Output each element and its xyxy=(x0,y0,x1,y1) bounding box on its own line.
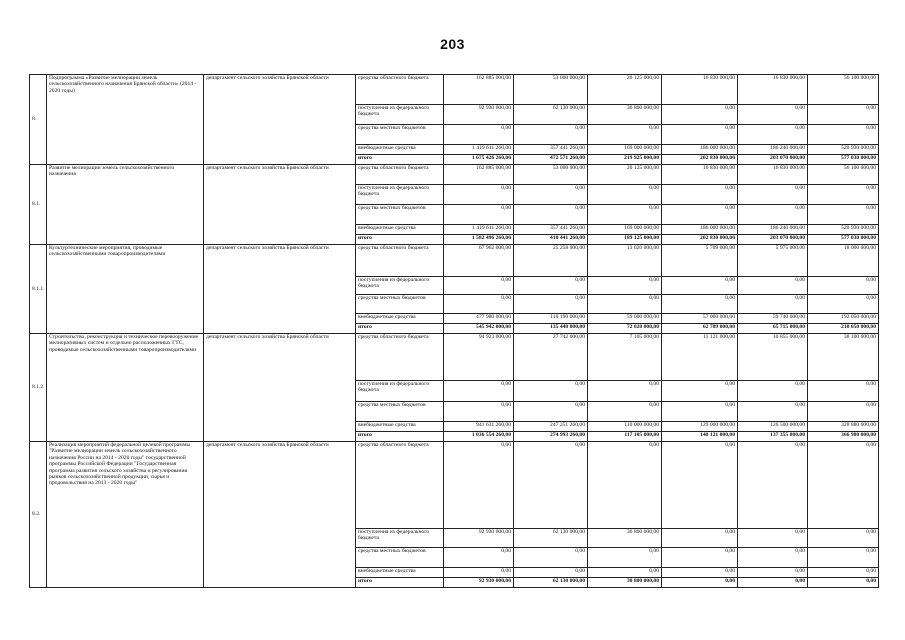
funding-source: внебюджетные средства xyxy=(356,225,444,235)
amount-cell: 210 050 000,00 xyxy=(808,324,879,334)
amount-cell: 0,00 xyxy=(662,185,738,205)
amount-cell: 0,00 xyxy=(662,381,738,402)
funding-source: итого xyxy=(356,235,444,245)
amount-cell: 0,00 xyxy=(808,548,879,568)
amount-cell: 0,00 xyxy=(514,568,588,578)
amount-cell: 0,00 xyxy=(738,402,808,422)
amount-cell: 117 105 000,00 xyxy=(588,432,662,442)
amount-cell: 169 000 000,00 xyxy=(588,145,662,155)
table-row xyxy=(30,245,879,277)
amount-cell: 0,00 xyxy=(738,105,808,125)
funding-source: итого xyxy=(356,155,444,165)
budget-table xyxy=(29,74,879,588)
amount-cell: 0,00 xyxy=(662,277,738,295)
amount-cell: 0,00 xyxy=(808,402,879,422)
amount-cell: 186 240 000,00 xyxy=(738,225,808,235)
amount-cell: 0,00 xyxy=(738,295,808,314)
table-row xyxy=(30,442,879,529)
amount-cell: 0,00 xyxy=(444,125,514,145)
amount-cell: 0,00 xyxy=(738,578,808,588)
executor-cell: департамент сельского хозяйства Брянской области xyxy=(204,165,356,245)
amount-cell: 20 125 000,00 xyxy=(588,75,662,105)
amount-cell: 30 800 000,00 xyxy=(588,529,662,548)
funding-source: средства местных бюджетов xyxy=(356,205,444,225)
funding-source: внебюджетные средства xyxy=(356,145,444,155)
amount-cell: 0,00 xyxy=(514,125,588,145)
row-number: 8. xyxy=(30,75,47,165)
amount-cell: 328 880 000,00 xyxy=(808,422,879,432)
amount-cell: 0,00 xyxy=(808,105,879,125)
amount-cell: 0,00 xyxy=(808,442,879,529)
page-number: 203 xyxy=(440,36,465,52)
amount-cell: 27 742 000,00 xyxy=(514,334,588,381)
amount-cell: 0,00 xyxy=(588,125,662,145)
measure-title: Развитие мелиорации земель сельскохозяйственного назначения xyxy=(47,165,204,245)
amount-cell: 0,00 xyxy=(662,568,738,578)
amount-cell: 203 070 000,00 xyxy=(738,155,808,165)
amount-cell: 1 419 611 260,00 xyxy=(444,145,514,155)
amount-cell: 0,00 xyxy=(662,105,738,125)
amount-cell: 53 000 000,00 xyxy=(514,165,588,185)
funding-source: средства местных бюджетов xyxy=(356,548,444,568)
amount-cell: 137 355 000,00 xyxy=(738,432,808,442)
row-number: 8.1. xyxy=(30,165,47,245)
amount-cell: 92 930 000,00 xyxy=(444,529,514,548)
amount-cell: 0,00 xyxy=(808,125,879,145)
amount-cell: 0,00 xyxy=(444,442,514,529)
funding-source: средства областного бюджета xyxy=(356,334,444,381)
amount-cell: 520 930 000,00 xyxy=(808,145,879,155)
amount-cell: 59 000 000,00 xyxy=(588,314,662,324)
amount-cell: 0,00 xyxy=(444,205,514,225)
table-row xyxy=(30,334,879,381)
amount-cell: 186 240 000,00 xyxy=(738,145,808,155)
amount-cell: 30 800 000,00 xyxy=(588,105,662,125)
amount-cell: 62 130 000,00 xyxy=(514,578,588,588)
amount-cell: 0,00 xyxy=(662,125,738,145)
amount-cell: 0,00 xyxy=(444,295,514,314)
amount-cell: 0,00 xyxy=(588,185,662,205)
amount-cell: 57 000 000,00 xyxy=(662,314,738,324)
amount-cell: 0,00 xyxy=(444,277,514,295)
amount-cell: 162 885 000,00 xyxy=(444,75,514,105)
amount-cell: 5 975 000,00 xyxy=(738,245,808,277)
amount-cell: 7 105 000,00 xyxy=(588,334,662,381)
funding-source: поступления из федерального бюджета xyxy=(356,185,444,205)
funding-source: средства местных бюджетов xyxy=(356,295,444,314)
amount-cell: 0,00 xyxy=(808,568,879,578)
funding-source: поступления из федерального бюджета xyxy=(356,105,444,125)
funding-source: внебюджетные средства xyxy=(356,568,444,578)
amount-cell: 38 100 000,00 xyxy=(808,334,879,381)
amount-cell: 366 980 000,00 xyxy=(808,432,879,442)
amount-cell: 0,00 xyxy=(514,442,588,529)
measure-title: Подпрограмма «Развитие мелиорации земель сельскохозяйственного назначения Брянской области» (2014 - 2020 годы) xyxy=(47,75,204,165)
amount-cell: 0,00 xyxy=(514,185,588,205)
amount-cell: 18 000 000,00 xyxy=(808,245,879,277)
amount-cell: 140 121 000,00 xyxy=(662,432,738,442)
amount-cell: 0,00 xyxy=(444,381,514,402)
table-row xyxy=(30,165,879,185)
amount-cell: 0,00 xyxy=(738,529,808,548)
amount-cell: 0,00 xyxy=(514,548,588,568)
amount-cell: 545 942 000,00 xyxy=(444,324,514,334)
amount-cell: 1 582 496 260,00 xyxy=(444,235,514,245)
amount-cell: 92 930 000,00 xyxy=(444,578,514,588)
funding-source: поступления из федерального бюджета xyxy=(356,529,444,548)
funding-source: поступления из федерального бюджета xyxy=(356,381,444,402)
funding-source: средства местных бюджетов xyxy=(356,125,444,145)
table-row xyxy=(30,75,879,105)
amount-cell: 0,00 xyxy=(514,205,588,225)
amount-cell: 20 125 000,00 xyxy=(588,165,662,185)
amount-cell: 5 709 000,00 xyxy=(662,245,738,277)
funding-source: средства областного бюджета xyxy=(356,245,444,277)
amount-cell: 62 130 000,00 xyxy=(514,105,588,125)
amount-cell: 472 571 260,00 xyxy=(514,155,588,165)
amount-cell: 0,00 xyxy=(514,277,588,295)
amount-cell: 1 036 554 260,00 xyxy=(444,432,514,442)
measure-title: Реализация мероприятий федеральной целевой программы "Развитие мелиорации земель сельскохозяйственного назначения России на 2014 - 2020 годы" государственной программы Российской Федерации "Государственная программа развития сельского хозяйства и регулирования рынков сельскохозяйственной продукции, сырья и продовольствия на 2013 - 2020 годы" xyxy=(47,442,204,588)
amount-cell: 56 100 000,00 xyxy=(808,165,879,185)
funding-source: средства местных бюджетов xyxy=(356,402,444,422)
amount-cell: 186 000 000,00 xyxy=(662,145,738,155)
amount-cell: 274 993 260,00 xyxy=(514,432,588,442)
amount-cell: 219 925 000,00 xyxy=(588,155,662,165)
executor-cell: департамент сельского хозяйства Брянской области xyxy=(204,75,356,165)
amount-cell: 126 500 000,00 xyxy=(738,422,808,432)
funding-source: внебюджетные средства xyxy=(356,314,444,324)
amount-cell: 0,00 xyxy=(738,548,808,568)
amount-cell: 0,00 xyxy=(808,277,879,295)
funding-source: поступления из федерального бюджета xyxy=(356,277,444,295)
amount-cell: 129 000 000,00 xyxy=(662,422,738,432)
amount-cell: 94 923 000,00 xyxy=(444,334,514,381)
amount-cell: 0,00 xyxy=(808,185,879,205)
amount-cell: 0,00 xyxy=(662,402,738,422)
amount-cell: 0,00 xyxy=(738,568,808,578)
funding-source: итого xyxy=(356,578,444,588)
row-number: 8.1.2. xyxy=(30,334,47,442)
amount-cell: 202 830 000,00 xyxy=(662,155,738,165)
amount-cell: 162 885 000,00 xyxy=(444,165,514,185)
amount-cell: 0,00 xyxy=(588,402,662,422)
amount-cell: 0,00 xyxy=(588,295,662,314)
amount-cell: 13 020 000,00 xyxy=(588,245,662,277)
amount-cell: 0,00 xyxy=(662,205,738,225)
amount-cell: 0,00 xyxy=(808,381,879,402)
amount-cell: 192 050 000,00 xyxy=(808,314,879,324)
amount-cell: 0,00 xyxy=(514,402,588,422)
amount-cell: 0,00 xyxy=(588,568,662,578)
amount-cell: 110 000 000,00 xyxy=(588,422,662,432)
amount-cell: 62 130 000,00 xyxy=(514,529,588,548)
amount-cell: 357 441 260,00 xyxy=(514,145,588,155)
amount-cell: 67 962 000,00 xyxy=(444,245,514,277)
amount-cell: 59 740 000,00 xyxy=(738,314,808,324)
funding-source: внебюджетные средства xyxy=(356,422,444,432)
amount-cell: 0,00 xyxy=(738,125,808,145)
amount-cell: 0,00 xyxy=(662,295,738,314)
amount-cell: 0,00 xyxy=(662,578,738,588)
amount-cell: 410 441 260,00 xyxy=(514,235,588,245)
amount-cell: 25 258 000,00 xyxy=(514,245,588,277)
amount-cell: 0,00 xyxy=(588,205,662,225)
funding-source: итого xyxy=(356,324,444,334)
executor-cell: департамент сельского хозяйства Брянской области xyxy=(204,245,356,334)
amount-cell: 72 020 000,00 xyxy=(588,324,662,334)
amount-cell: 202 830 000,00 xyxy=(662,235,738,245)
amount-cell: 477 980 000,00 xyxy=(444,314,514,324)
amount-cell: 0,00 xyxy=(738,381,808,402)
amount-cell: 30 800 000,00 xyxy=(588,578,662,588)
amount-cell: 1 419 611 260,00 xyxy=(444,225,514,235)
amount-cell: 0,00 xyxy=(444,185,514,205)
amount-cell: 0,00 xyxy=(444,548,514,568)
amount-cell: 56 100 000,00 xyxy=(808,75,879,105)
amount-cell: 16 830 000,00 xyxy=(662,75,738,105)
amount-cell: 357 441 260,00 xyxy=(514,225,588,235)
executor-cell: департамент сельского хозяйства Брянской области xyxy=(204,442,356,588)
amount-cell: 110 190 000,00 xyxy=(514,314,588,324)
amount-cell: 0,00 xyxy=(514,295,588,314)
amount-cell: 0,00 xyxy=(662,442,738,529)
amount-cell: 16 830 000,00 xyxy=(738,165,808,185)
measure-title: Культуртехнические мероприятия, проводимые сельскохозяйственными товаропроизводителями xyxy=(47,245,204,334)
amount-cell: 16 830 000,00 xyxy=(662,165,738,185)
amount-cell: 0,00 xyxy=(662,548,738,568)
funding-source: средства областного бюджета xyxy=(356,442,444,529)
amount-cell: 92 930 000,00 xyxy=(444,105,514,125)
executor-cell: департамент сельского хозяйства Брянской области xyxy=(204,334,356,442)
amount-cell: 941 631 260,00 xyxy=(444,422,514,432)
amount-cell: 247 251 260,00 xyxy=(514,422,588,432)
amount-cell: 203 070 000,00 xyxy=(738,235,808,245)
amount-cell: 0,00 xyxy=(662,529,738,548)
amount-cell: 16 830 000,00 xyxy=(738,75,808,105)
amount-cell: 11 121 000,00 xyxy=(662,334,738,381)
amount-cell: 1 675 426 260,00 xyxy=(444,155,514,165)
amount-cell: 0,00 xyxy=(808,529,879,548)
row-number: 8.1.1. xyxy=(30,245,47,334)
funding-source: средства областного бюджета xyxy=(356,75,444,105)
row-number: 8.2. xyxy=(30,442,47,588)
amount-cell: 0,00 xyxy=(588,277,662,295)
amount-cell: 0,00 xyxy=(444,402,514,422)
funding-source: средства областного бюджета xyxy=(356,165,444,185)
amount-cell: 0,00 xyxy=(588,548,662,568)
amount-cell: 169 000 000,00 xyxy=(588,225,662,235)
amount-cell: 0,00 xyxy=(808,205,879,225)
amount-cell: 189 125 000,00 xyxy=(588,235,662,245)
amount-cell: 0,00 xyxy=(738,277,808,295)
amount-cell: 53 000 000,00 xyxy=(514,75,588,105)
funding-source: итого xyxy=(356,432,444,442)
amount-cell: 0,00 xyxy=(808,295,879,314)
amount-cell: 62 709 000,00 xyxy=(662,324,738,334)
amount-cell: 577 030 000,00 xyxy=(808,155,879,165)
amount-cell: 0,00 xyxy=(738,442,808,529)
amount-cell: 135 448 000,00 xyxy=(514,324,588,334)
measure-title: Строительство, реконструкция и техническое перевооружение мелиоративных систем и отдельно расположенных ГТС, проводимые сельскохозяйственными товаропроизводителями xyxy=(47,334,204,442)
amount-cell: 65 715 000,00 xyxy=(738,324,808,334)
amount-cell: 0,00 xyxy=(738,185,808,205)
amount-cell: 0,00 xyxy=(738,205,808,225)
amount-cell: 0,00 xyxy=(808,578,879,588)
amount-cell: 577 030 000,00 xyxy=(808,235,879,245)
amount-cell: 0,00 xyxy=(588,442,662,529)
amount-cell: 10 855 000,00 xyxy=(738,334,808,381)
amount-cell: 0,00 xyxy=(588,381,662,402)
amount-cell: 186 000 000,00 xyxy=(662,225,738,235)
amount-cell: 520 930 000,00 xyxy=(808,225,879,235)
amount-cell: 0,00 xyxy=(514,381,588,402)
amount-cell: 0,00 xyxy=(444,568,514,578)
